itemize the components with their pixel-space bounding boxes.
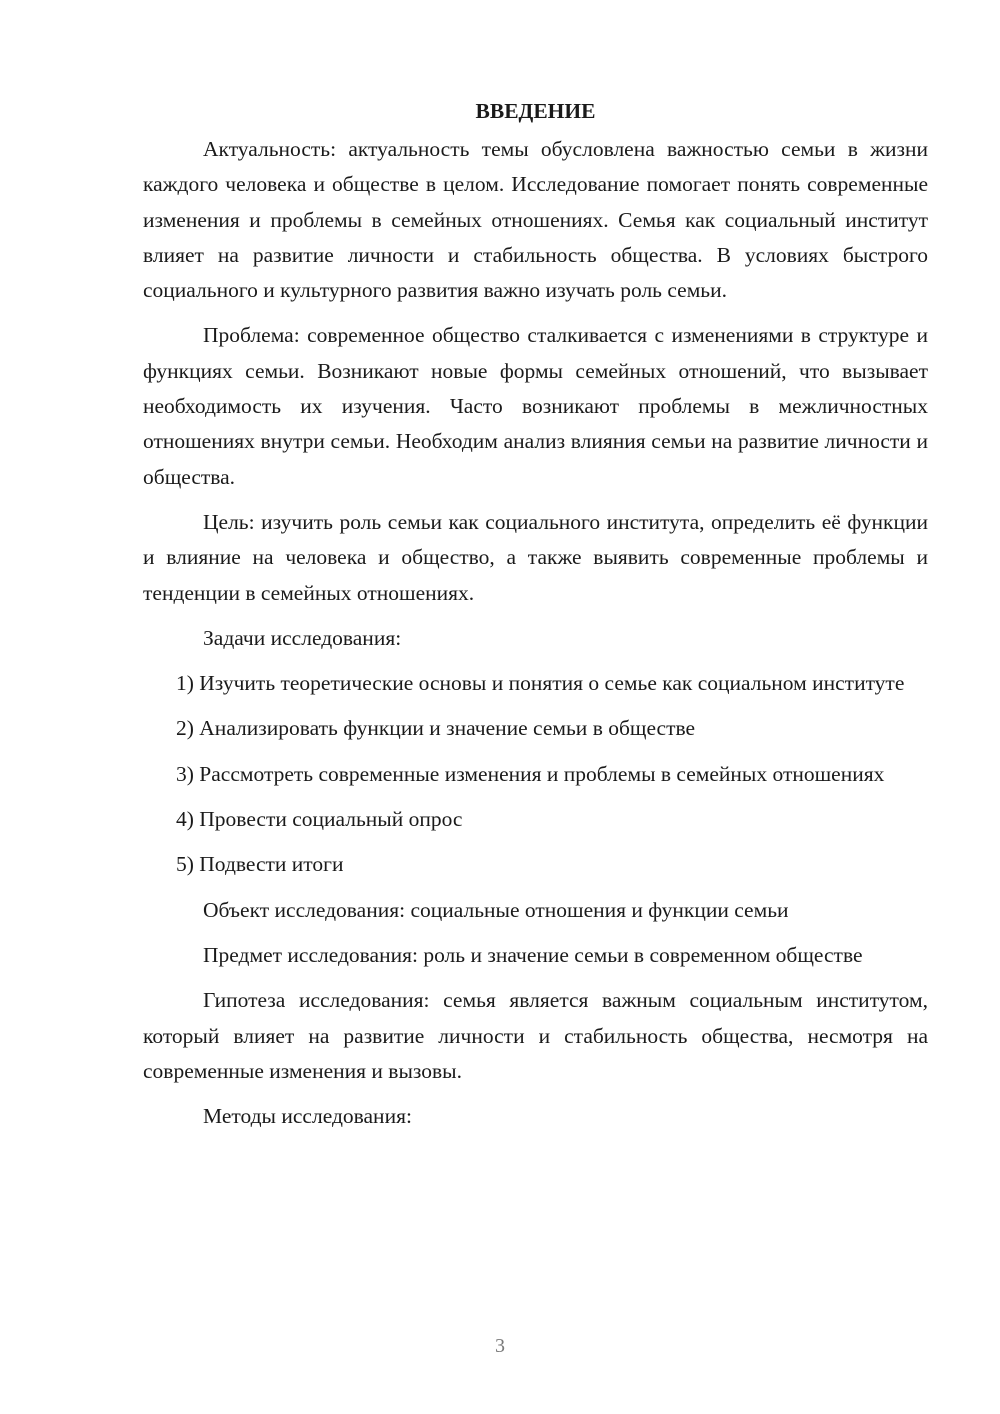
list-item: 3) Рассмотреть современные изменения и проблемы в семейных отношениях: [176, 761, 885, 786]
page-number: 3: [495, 1335, 505, 1357]
list-item: 5) Подвести итоги: [176, 852, 344, 877]
paragraph-methods: Методы исследования:: [203, 1104, 412, 1129]
task-list: [143, 666, 928, 882]
paragraph-subject: Предмет исследования: роль и значение семьи в современном обществе: [203, 942, 863, 967]
paragraph-hypothesis: Гипотеза исследования: семья является важным социальным институтом, который влияет на развитие личности и стабильность общества, несмотря на современные изменения и вызовы.: [143, 988, 928, 1083]
list-item: 1) Изучить теоретические основы и понятия о семье как социальном институте: [176, 671, 905, 696]
section-heading: ВВЕДЕНИЕ: [475, 99, 596, 123]
paragraph-tasks-heading: Задачи исследования:: [203, 625, 402, 650]
list-item: 4) Провести социальный опрос: [176, 807, 463, 832]
paragraph-relevance: Актуальность: актуальность темы обусловлена важностью семьи в жизни каждого человека и обществе в целом. Исследование помогает понять современные изменения и проблемы в семейных отношениях. Семья как социальный институт влияет на развитие личности и стабильность общества. В условиях быстрого социального и культурного развития важно изучать роль семьи.: [143, 137, 928, 303]
list-item: 2) Анализировать функции и значение семьи в обществе: [176, 716, 696, 741]
document-page: [143, 96, 928, 1144]
paragraph-problem: Проблема: современное общество сталкивается с изменениями в структуре и функциях семьи. Возникают новые формы семейных отношений, что вызывает необходимость их изучения. Часто возникают проблемы в межличностных отношениях внутри семьи. Необходим анализ влияния семьи на развитие личности и общества.: [143, 323, 928, 489]
paragraph-goal: Цель: изучить роль семьи как социального института, определить её функции и влияние на человека и общество, а также выявить современные проблемы и тенденции в семейных отношениях.: [143, 509, 928, 605]
paragraph-object: Объект исследования: социальные отношения и функции семьи: [203, 897, 789, 922]
